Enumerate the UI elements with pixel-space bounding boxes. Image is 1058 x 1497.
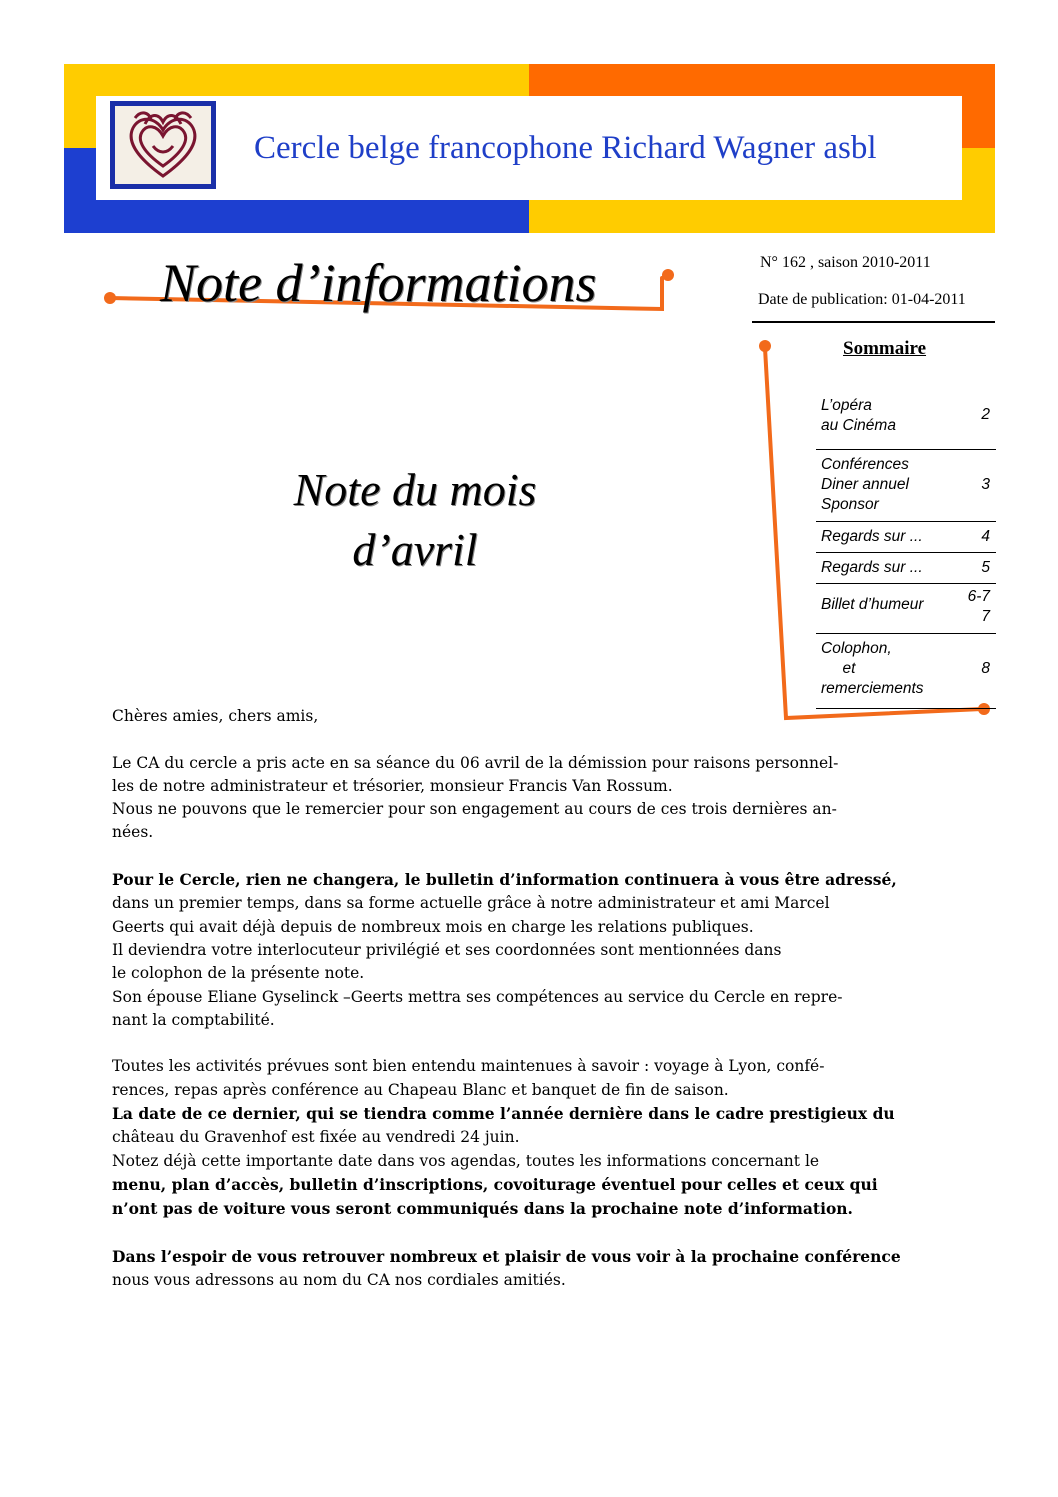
toc-item[interactable] (816, 380, 996, 450)
table-of-contents (816, 380, 996, 709)
greeting: Chères amies, chers amis, (112, 707, 319, 725)
toc-item[interactable] (816, 634, 996, 709)
body-line: Il deviendra votre interlocuteur privilégié et ses coordonnées sont mentionnées dans (112, 940, 782, 959)
body-line: les de notre administrateur et trésorier, monsieur Francis Van Rossum. (112, 776, 673, 795)
celtic-heart-knot-logo-icon (110, 101, 216, 189)
article-heading (230, 460, 600, 580)
body-line: nées. (112, 823, 154, 842)
body-line: Geerts qui avait déjà depuis de nombreux mois en charge les relations publiques. (112, 917, 754, 936)
toc-item-label: L’opéra au Cinéma (821, 397, 896, 434)
body-line: Toutes les activités prévues sont bien entendu maintenues à savoir : voyage à Lyon, confé- (112, 1057, 825, 1076)
toc-item-label: Billet d’humeur (821, 596, 924, 613)
meta-divider (752, 321, 995, 323)
article-body (112, 705, 952, 1292)
toc-item-label: Regards sur ... (821, 559, 923, 576)
body-line: menu, plan d’accès, bulletin d’inscriptions, covoiturage éventuel pour celles et ceux qui (112, 1174, 878, 1194)
toc-item-page: 4 (981, 528, 990, 545)
header-banner (64, 64, 995, 233)
body-line: château du Gravenhof est fixée au vendredi 24 juin. (112, 1128, 520, 1147)
body-line: rences, repas après conférence au Chapeau Blanc et banquet de fin de saison. (112, 1080, 729, 1099)
toc-item[interactable] (816, 584, 996, 634)
toc-item-page: 5 (981, 559, 990, 576)
toc-heading: Sommaire (843, 338, 927, 359)
toc-item-page: 8 (981, 660, 990, 677)
newsletter-title: Note d’informations (160, 253, 597, 313)
article-heading-line-2: d’avril (352, 524, 478, 575)
body-line: dans un premier temps, dans sa forme actuelle grâce à notre administrateur et ami Marcel (112, 894, 830, 913)
body-line: La date de ce dernier, qui se tiendra comme l’année dernière dans le cadre prestigieux du (112, 1104, 895, 1124)
toc-item-label: Colophon, et remerciements (821, 640, 924, 697)
body-line: Le CA du cercle a pris acte en sa séance du 06 avril de la démission pour raisons personnel- (112, 753, 839, 772)
toc-item[interactable] (816, 522, 996, 553)
toc-item[interactable] (816, 553, 996, 584)
body-line: Pour le Cercle, rien ne changera, le bulletin d’information continuera à vous être adressé, (112, 870, 897, 890)
body-line: Notez déjà cette importante date dans vos agendas, toutes les informations concernant le (112, 1151, 820, 1170)
toc-item[interactable] (816, 450, 996, 522)
body-line: nant la comptabilité. (112, 1010, 275, 1029)
body-line: Nous ne pouvons que le remercier pour son engagement au cours de ces trois dernières an- (112, 800, 837, 819)
publication-date: Date de publication: 01-04-2011 (758, 291, 966, 308)
body-line: n’ont pas de voiture vous seront communiqués dans la prochaine note d’information. (112, 1199, 853, 1219)
body-line: nous vous adressons au nom du CA nos cordiales amitiés. (112, 1271, 566, 1290)
body-line: le colophon de la présente note. (112, 964, 365, 983)
toc-item-label: Conférences Diner annuel Sponsor (821, 456, 909, 513)
body-line: Dans l’espoir de vous retrouver nombreux et plaisir de vous voir à la prochaine conférence (112, 1246, 901, 1266)
toc-item-page: 2 (981, 406, 990, 423)
toc-item-page: 3 (981, 476, 990, 493)
article-heading-line-1: Note du mois (293, 464, 537, 515)
issue-number: N° 162 , saison 2010-2011 (760, 254, 931, 271)
body-line: Son épouse Eliane Gyselinck –Geerts mettra ses compétences au service du Cercle en repre- (112, 987, 843, 1006)
toc-item-page: 6-7 7 (967, 588, 990, 625)
organization-name: Cercle belge francophone Richard Wagner asbl (254, 130, 877, 166)
toc-item-label: Regards sur ... (821, 528, 923, 545)
